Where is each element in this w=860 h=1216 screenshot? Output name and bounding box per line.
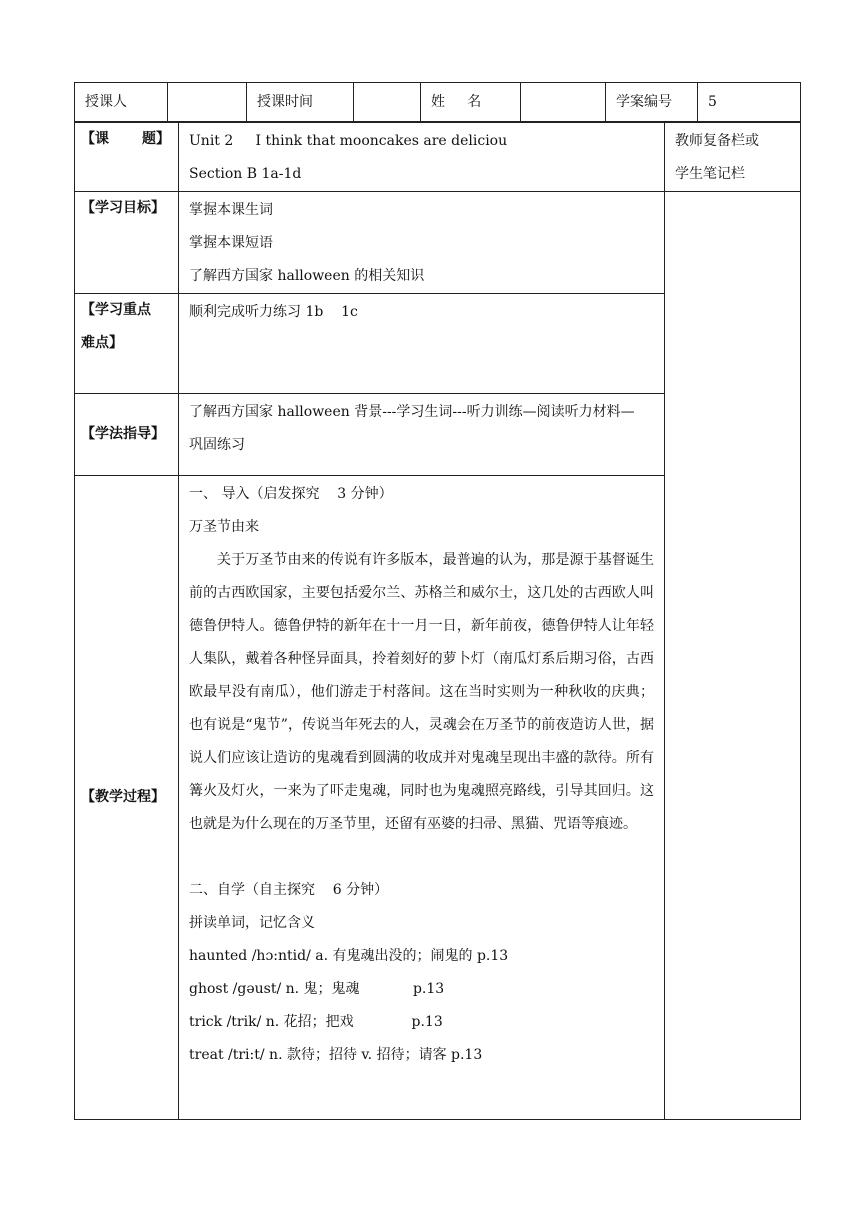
goal-item: 掌握本课短语	[189, 235, 273, 251]
topic-title: Unit 2 I think that mooncakes are deliciou	[189, 133, 508, 149]
topic-content	[179, 123, 665, 192]
topic-section: Section B 1a-1d	[189, 166, 302, 182]
goals-row	[75, 192, 801, 294]
notes-column[interactable]	[665, 192, 801, 1120]
goal-item: 了解西方国家 halloween 的相关知识	[189, 268, 425, 284]
goal-item: 掌握本课生词	[189, 202, 273, 218]
section2-title: 二、自学（自主探究 6 分钟）	[189, 882, 389, 898]
vocab-item: ghost /gəust/ n. 鬼；鬼魂 p.13	[189, 981, 445, 997]
header-table	[74, 82, 801, 122]
keypoints-label-line1: 【学习重点	[81, 302, 151, 318]
topic-label	[75, 123, 179, 192]
time-value[interactable]	[354, 83, 421, 122]
notes-header	[665, 123, 801, 192]
time-label: 授课时间	[247, 83, 354, 122]
halloween-origin-paragraph: 关于万圣节由来的传说有许多版本，最普遍的认为，那是源于基督诞生前的古西欧国家，主要包括爱尔兰、苏格兰和威尔士，这几处的古西欧人叫德鲁伊特人。德鲁伊特的新年在十一月一日，新年前夜，德鲁伊特人让年轻人集队，戴着各种怪异面具，拎着刻好的萝卜灯（南瓜灯系后期习俗，古西欧最早没有南瓜），他们游走于村落间。这在当时实则为一种秋收的庆典；也有说是“鬼节”，传说当年死去的人，灵魂会在万圣节的前夜造访人世，据说人们应该让造访的鬼魂看到圆满的收成并对鬼魂呈现出丰盛的款待。所有篝火及灯火，一来为了吓走鬼魂，同时也为鬼魂照亮路线，引导其回归。这也就是为什么现在的万圣节里，还留有巫婆的扫帚、黑猫、咒语等痕迹。	[189, 552, 654, 832]
name-label: 姓 名	[421, 83, 521, 122]
goals-label: 【学习目标】	[75, 192, 179, 294]
method-line1: 了解西方国家 halloween 背景---学习生词---听力训练—阅读听力材料—	[189, 404, 635, 420]
topic-label-right: 题】	[142, 131, 170, 147]
goals-content	[179, 192, 665, 294]
plan-no-value[interactable]: 5	[698, 83, 801, 122]
vocab-item: haunted /hɔ:ntid/ a. 有鬼魂出没的；闹鬼的 p.13	[189, 948, 509, 964]
keypoints-label-line2: 难点】	[81, 335, 123, 351]
notes-title-line1: 教师复备栏或	[675, 133, 759, 149]
teacher-label: 授课人	[75, 83, 168, 122]
vocab-item: treat /tri:t/ n. 款待；招待 v. 招待；请客 p.13	[189, 1047, 483, 1063]
notes-title-line2: 学生笔记栏	[675, 166, 745, 182]
section2-subtitle: 拼读单词，记忆含义	[189, 915, 315, 931]
method-content	[179, 394, 665, 476]
process-content	[179, 476, 665, 1120]
vocab-item: trick /trik/ n. 花招；把戏 p.13	[189, 1014, 443, 1030]
teacher-value[interactable]	[168, 83, 247, 122]
method-label: 【学法指导】	[75, 394, 179, 476]
name-value[interactable]	[521, 83, 606, 122]
section1-subtitle: 万圣节由来	[189, 519, 259, 535]
keypoints-content	[179, 294, 665, 394]
blank-line	[189, 841, 654, 874]
main-table	[74, 122, 801, 1120]
process-label: 【教学过程】	[75, 476, 179, 1120]
method-line2: 巩固练习	[189, 437, 245, 453]
keypoints-label	[75, 294, 179, 394]
plan-no-label: 学案编号	[606, 83, 698, 122]
header-row	[75, 83, 801, 122]
keypoints-text: 顺利完成听力练习 1b 1c	[189, 304, 358, 320]
section1-title: 一、 导入（启发探究 3 分钟）	[189, 486, 393, 502]
topic-label-left: 【课	[81, 131, 109, 147]
topic-row	[75, 123, 801, 192]
